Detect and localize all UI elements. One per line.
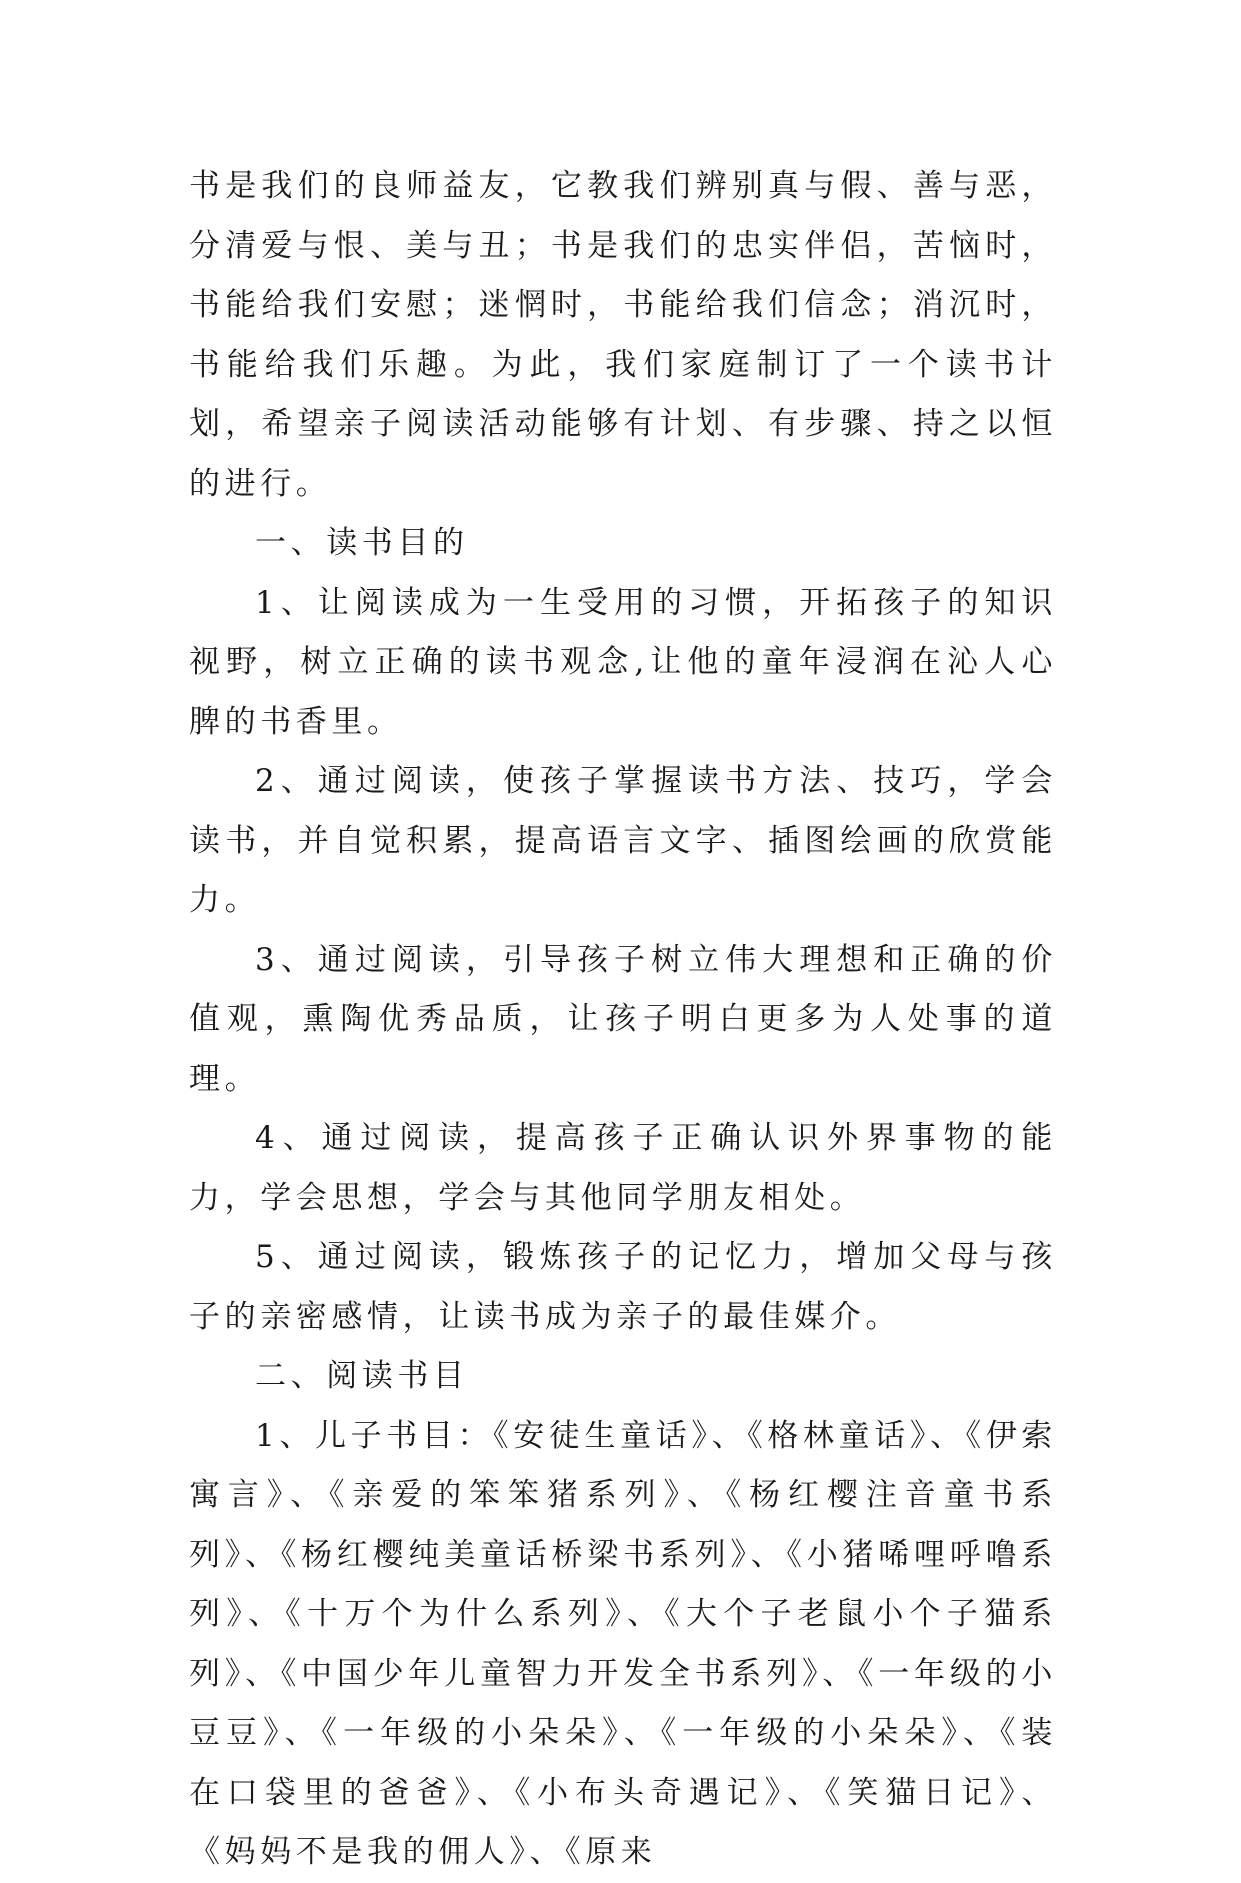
purpose-item-1: 1、让阅读成为一生受用的习惯，开拓孩子的知识视野，树立正确的读书观念,让他的童年浸润在沁人心脾的书香里。 — [189, 584, 1057, 740]
purpose-item-4: 4、通过阅读，提高孩子正确认识外界事物的能力，学会思想，学会与其他同学朋友相处。 — [189, 1120, 1057, 1216]
section-heading-reading-list: 二、阅读书目 — [255, 1358, 469, 1394]
document-body — [189, 157, 1057, 1883]
purpose-item-3: 3、通过阅读，引导孩子树立伟大理想和正确的价值观，熏陶优秀品质，让孩子明白更多为人处事的道理。 — [189, 941, 1057, 1097]
purpose-item-5: 5、通过阅读，锻炼孩子的记忆力，增加父母与孩子的亲密感情，让读书成为亲子的最佳媒介。 — [189, 1239, 1057, 1335]
reading-list-item-1: 1、儿子书目：《安徒生童话》、《格林童话》、《伊索寓言》、《亲爱的笨笨猪系列》、《杨红樱注音童书系列》、《杨红樱纯美童话桥梁书系列》、《小猪唏哩呼噜系列》、《十万个为什么系列》、《大个子老鼠小个子猫系列》、《中国少年儿童智力开发全书系列》、《一年级的小豆豆》、《一年级的小朵朵》、《一年级的小朵朵》、《装在口袋里的爸爸》、《小布头奇遇记》、《笑猫日记》、《妈妈不是我的佣人》、《原来 — [189, 1417, 1057, 1870]
intro-paragraph: 书是我们的良师益友，它教我们辨别真与假、善与恶，分清爱与恨、美与丑；书是我们的忠实伴侣，苦恼时，书能给我们安慰；迷惘时，书能给我们信念；消沉时，书能给我们乐趣。为此，我们家庭制订了一个读书计划，希望亲子阅读活动能够有计划、有步骤、持之以恒的进行。 — [189, 168, 1057, 502]
purpose-item-2: 2、通过阅读，使孩子掌握读书方法、技巧，学会读书，并自觉积累，提高语言文字、插图绘画的欣赏能力。 — [189, 763, 1057, 918]
section-heading-reading-purpose: 一、读书目的 — [255, 525, 469, 561]
